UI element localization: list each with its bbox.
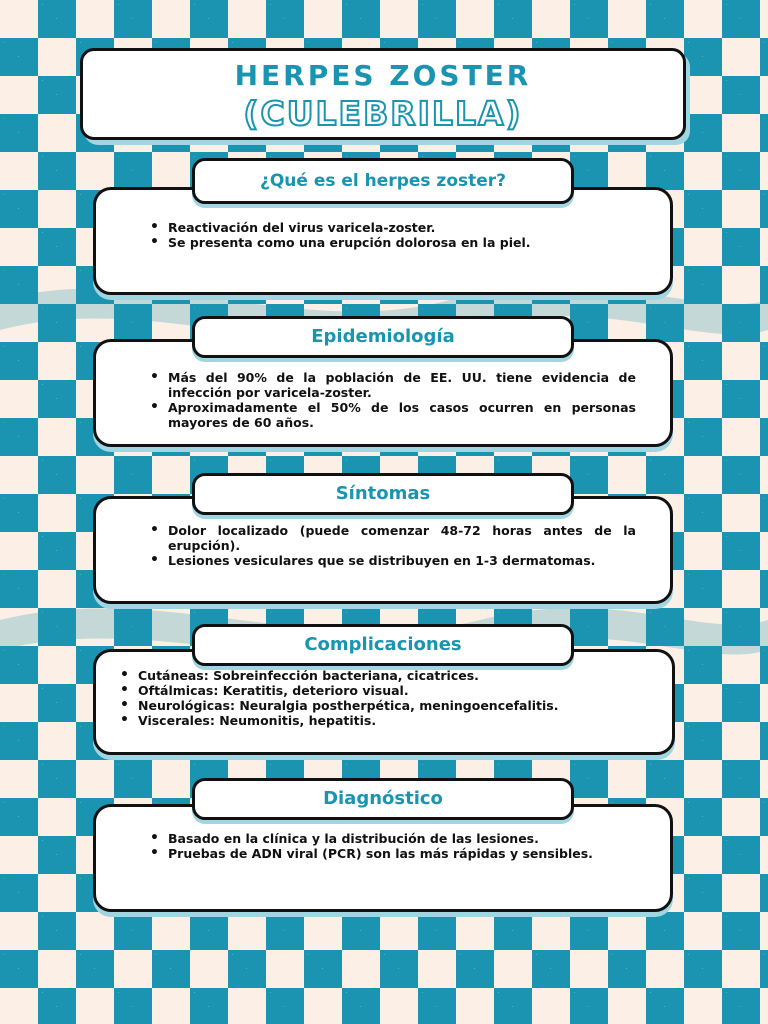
section-heading-que-es xyxy=(192,158,574,204)
section-card-diagnostico xyxy=(93,804,673,912)
list-item: • Oftálmicas: Keratitis, deterioro visual. xyxy=(138,683,666,698)
section-heading-complicaciones xyxy=(192,624,574,666)
list-item: • Viscerales: Neumonitis, hepatitis. xyxy=(138,713,666,728)
section-heading-diagnostico xyxy=(192,778,574,820)
list-item: • Dolor localizado (puede comenzar 48-72 horas antes de la erupción). xyxy=(168,523,636,553)
section-heading-label: Complicaciones xyxy=(304,634,462,655)
list-item: • Cutáneas: Sobreinfección bacteriana, cicatrices. xyxy=(138,668,666,683)
title-main: HERPES ZOSTER xyxy=(234,59,532,92)
title-box xyxy=(80,48,686,140)
section-heading-epidemiologia xyxy=(192,316,574,358)
section-heading-label: ¿Qué es el herpes zoster? xyxy=(259,171,507,191)
list-item: • Pruebas de ADN viral (PCR) son las más rápidas y sensibles. xyxy=(168,846,636,861)
title-subtitle: (CULEBRILLA) xyxy=(243,94,523,133)
list-item: • Se presenta como una erupción dolorosa en la piel. xyxy=(168,235,636,250)
list-item: • Reactivación del virus varicela-zoster. xyxy=(168,220,636,235)
list-item: • Basado en la clínica y la distribución de las lesiones. xyxy=(168,831,636,846)
list-item: • Lesiones vesiculares que se distribuyen en 1-3 dermatomas. xyxy=(168,553,636,568)
section-heading-label: Síntomas xyxy=(335,483,431,504)
list-item: • Neurológicas: Neuralgia postherpética, meningoencefalitis. xyxy=(138,698,666,713)
section-heading-label: Diagnóstico xyxy=(323,788,443,809)
list-item: • Más del 90% de la población de EE. UU. tiene evidencia de infección por varicela-zoster. xyxy=(168,370,636,400)
list-item: • Aproximadamente el 50% de los casos ocurren en personas mayores de 60 años. xyxy=(168,400,636,430)
section-heading-sintomas xyxy=(192,473,574,515)
section-heading-label: Epidemiología xyxy=(311,326,455,347)
